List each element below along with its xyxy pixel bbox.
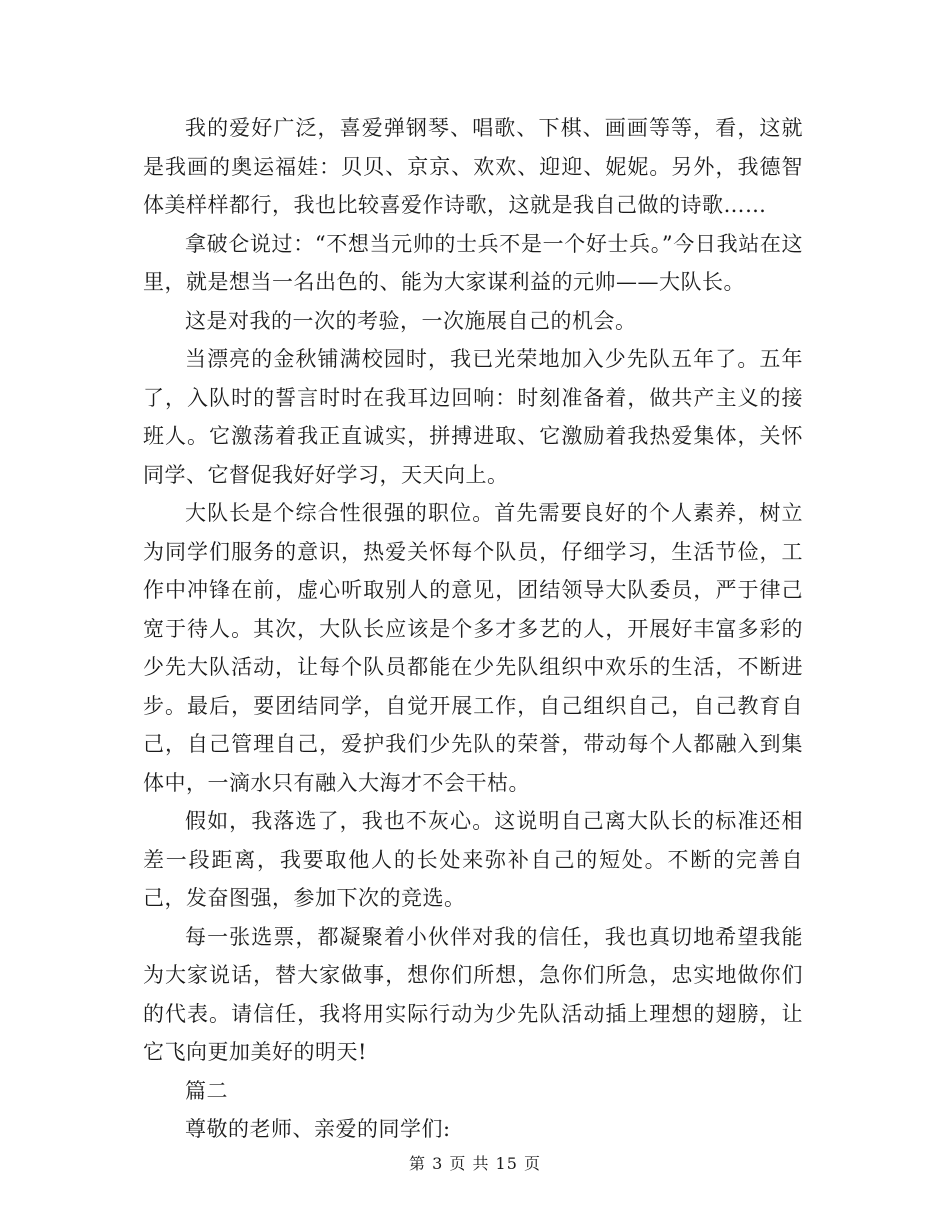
paragraph-if-not-elected: 假如，我落选了，我也不灰心。这说明自己离大队长的标准还相差一段距离，我要取他人的长处来弥补自己的短处。不断的完善自己，发奋图强，参加下次的竞选。 [143, 809, 803, 910]
document-body [143, 109, 803, 1149]
paragraph-every-vote: 每一张选票，都凝聚着小伙伴对我的信任，我也真切地希望我能为大家说话，替大家做事，想你们所想，急你们所急，忠实地做你们的代表。请信任，我将用实际行动为少先队活动插上理想的翅膀，让它飞向更加美好的明天! [143, 924, 803, 1064]
paragraph-napoleon-quote: 拿破仑说过：“不想当元帅的士兵不是一个好士兵。”今日我站在这里，就是想当一名出色的、能为大家谋利益的元帅——大队长。 [143, 231, 803, 294]
section-heading-part-two: 篇二 [185, 1078, 228, 1103]
paragraph-hobbies: 我的爱好广泛，喜爱弹钢琴、唱歌、下棋、画画等等，看，这就是我画的奥运福娃：贝贝、京京、欢欢、迎迎、妮妮。另外，我德智体美样样都行，我也比较喜爱作诗歌，这就是我自己做的诗歌…… [143, 116, 803, 217]
paragraph-young-pioneers: 当漂亮的金秋铺满校园时，我已光荣地加入少先队五年了。五年了，入队时的誓言时时在我耳边回响：时刻准备着，做共产主义的接班人。它激荡着我正直诚实，拼搏进取、它激励着我热爱集体，关怀同学、它督促我好好学习，天天向上。 [143, 347, 803, 487]
paragraph-greeting: 尊敬的老师、亲爱的同学们: [185, 1117, 451, 1141]
paragraph-test-opportunity: 这是对我的一次的考验，一次施展自己的机会。 [185, 308, 637, 333]
paragraph-captain-duties: 大队长是个综合性很强的职位。首先需要良好的个人素养，树立为同学们服务的意识，热爱关怀每个队员，仔细学习，生活节俭，工作中冲锋在前，虚心听取别人的意见，团结领导大队委员，严于律己宽于待人。其次，大队长应该是个多才多艺的人，开展好丰富多彩的少先大队活动，让每个队员都能在少先队组织中欢乐的生活，不断进步。最后，要团结同学，自觉开展工作，自己组织自己，自己教育自己，自己管理自己，爱护我们少先队的荣誉，带动每个人都融入到集体中，一滴水只有融入大海才不会干枯。 [143, 501, 803, 795]
page-number-footer: 第 3 页 共 15 页 [409, 1154, 541, 1173]
